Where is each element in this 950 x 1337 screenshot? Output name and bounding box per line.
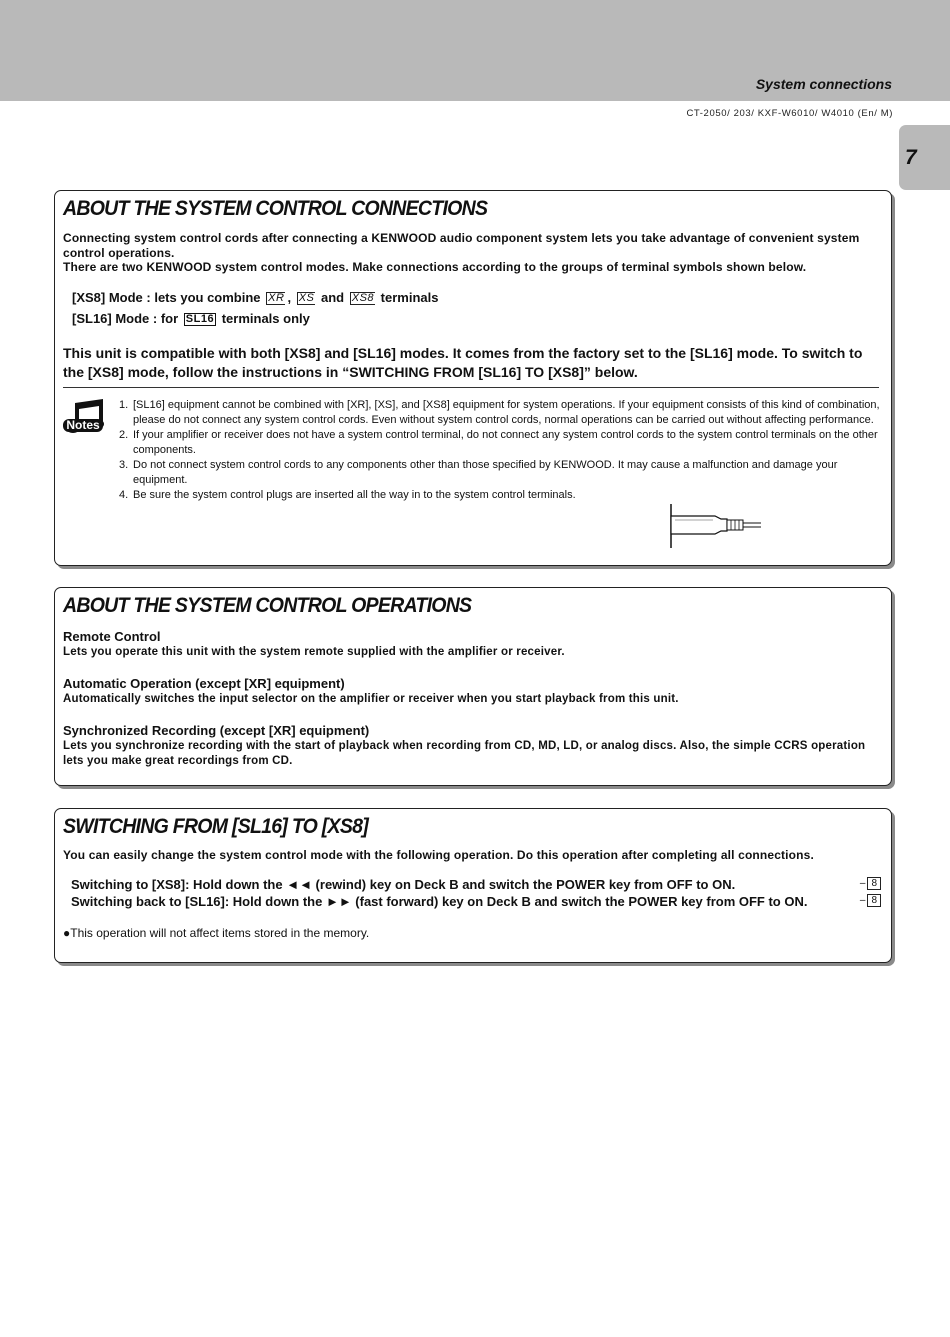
switch-to-xs8-step: Switching to [XS8]: Hold down the ◄◄ (rewind) key on Deck B and switch the POWER key from OFF to ON. – 8 xyxy=(71,877,881,892)
synchronized-recording-text: Lets you synchronize recording with the start of playback when recording from CD, MD, LD, or analog discs. Also, the simple CCRS operation lets you make great recordings from CD. xyxy=(63,740,866,767)
memory-note: ●This operation will not affect items stored in the memory. xyxy=(63,926,370,940)
sl16-mode-line xyxy=(72,311,310,326)
notes-label: Notes xyxy=(66,418,100,432)
sl16-mode-suffix: terminals only xyxy=(221,311,310,326)
section3-title: SWITCHING FROM [SL16] TO [XS8] xyxy=(63,815,369,838)
xr-symbol: XR xyxy=(268,292,285,304)
xs8-mode-prefix: [XS8] Mode : lets you combine xyxy=(72,290,261,305)
note-item: 4. Be sure the system control plugs are inserted all the way in to the system control terminals. xyxy=(119,489,576,501)
model-number: CT-2050/ 203/ KXF-W6010/ W4010 (En/ M) xyxy=(686,108,893,119)
section-label: System connections xyxy=(755,76,892,92)
switch-back-sl16-step: Switching back to [SL16]: Hold down the ►► (fast forward) key on Deck B and switch the POWER key from OFF to ON. – 8 xyxy=(71,894,881,909)
page-number: 7 xyxy=(905,146,917,169)
remote-control-heading: Remote Control xyxy=(63,629,161,644)
notes-icon xyxy=(61,397,107,437)
note-item: 2. If your amplifier or receiver does not have a system control terminal, do not connect any system control cords to the system control terminals on the other components. xyxy=(119,429,878,456)
plug-illustration-icon xyxy=(669,502,764,550)
sl16-symbol: SL16 xyxy=(185,313,215,325)
remote-control-text: Lets you operate this unit with the system remote supplied with the amplifier or receiver. xyxy=(63,646,565,658)
bullet-icon: ● xyxy=(63,926,71,940)
section1-intro1: Connecting system control cords after connecting a KENWOOD audio component system lets you take advantage of convenient system control operations. xyxy=(63,231,860,260)
automatic-operation-text: Automatically switches the input selector on the amplifier or receiver when you start playback from this unit. xyxy=(63,693,679,705)
xs-symbol: XS xyxy=(298,292,315,304)
synchronized-recording-heading: Synchronized Recording (except [XR] equipment) xyxy=(63,723,370,738)
section3-intro: You can easily change the system control mode with the following operation. Do this operation after completing all connections. xyxy=(63,848,814,862)
system-control-connections-box xyxy=(54,190,892,566)
section2-title: ABOUT THE SYSTEM CONTROL OPERATIONS xyxy=(63,594,472,617)
page-tab xyxy=(899,125,950,190)
section1-intro2: There are two KENWOOD system control modes. Make connections according to the groups of terminal symbols shown below. xyxy=(63,260,807,274)
page-reference: – 8 xyxy=(860,894,881,907)
note-item: 1. [SL16] equipment cannot be combined with [XR], [XS], and [XS8] equipment for system operations. If your equipment consists of this kind of combination, please do not connect any system control cords. Even without system control cords, normal operations can be carried out without affecting performance. xyxy=(119,399,880,426)
xs8-symbol: XS8 xyxy=(351,292,375,304)
xs8-mode-line xyxy=(72,290,438,305)
note-item: 3. Do not connect system control cords to any components other than those specified by KENWOOD. It may cause a malfunction and damage your equipment. xyxy=(119,459,838,486)
system-control-operations-box xyxy=(54,587,892,786)
compatibility-statement: This unit is compatible with both [XS8] and [SL16] modes. It comes from the factory set to the [SL16] mode. To switch to the [XS8] mode, follow the instructions in “SWITCHING FROM [SL16] TO [XS8]” below. xyxy=(63,345,863,380)
comma: , xyxy=(287,290,292,305)
notes-list xyxy=(119,398,881,503)
and-word: and xyxy=(321,290,345,305)
divider xyxy=(63,387,879,388)
book-icon: 8 xyxy=(867,877,881,890)
terminals-word: terminals xyxy=(380,290,439,305)
page-reference: – 8 xyxy=(860,877,881,890)
switching-box xyxy=(54,808,892,963)
automatic-operation-heading: Automatic Operation (except [XR] equipment) xyxy=(63,676,345,691)
book-icon: 8 xyxy=(867,894,881,907)
sl16-mode-prefix: [SL16] Mode : for xyxy=(72,311,179,326)
section1-title: ABOUT THE SYSTEM CONTROL CONNECTIONS xyxy=(63,197,488,220)
